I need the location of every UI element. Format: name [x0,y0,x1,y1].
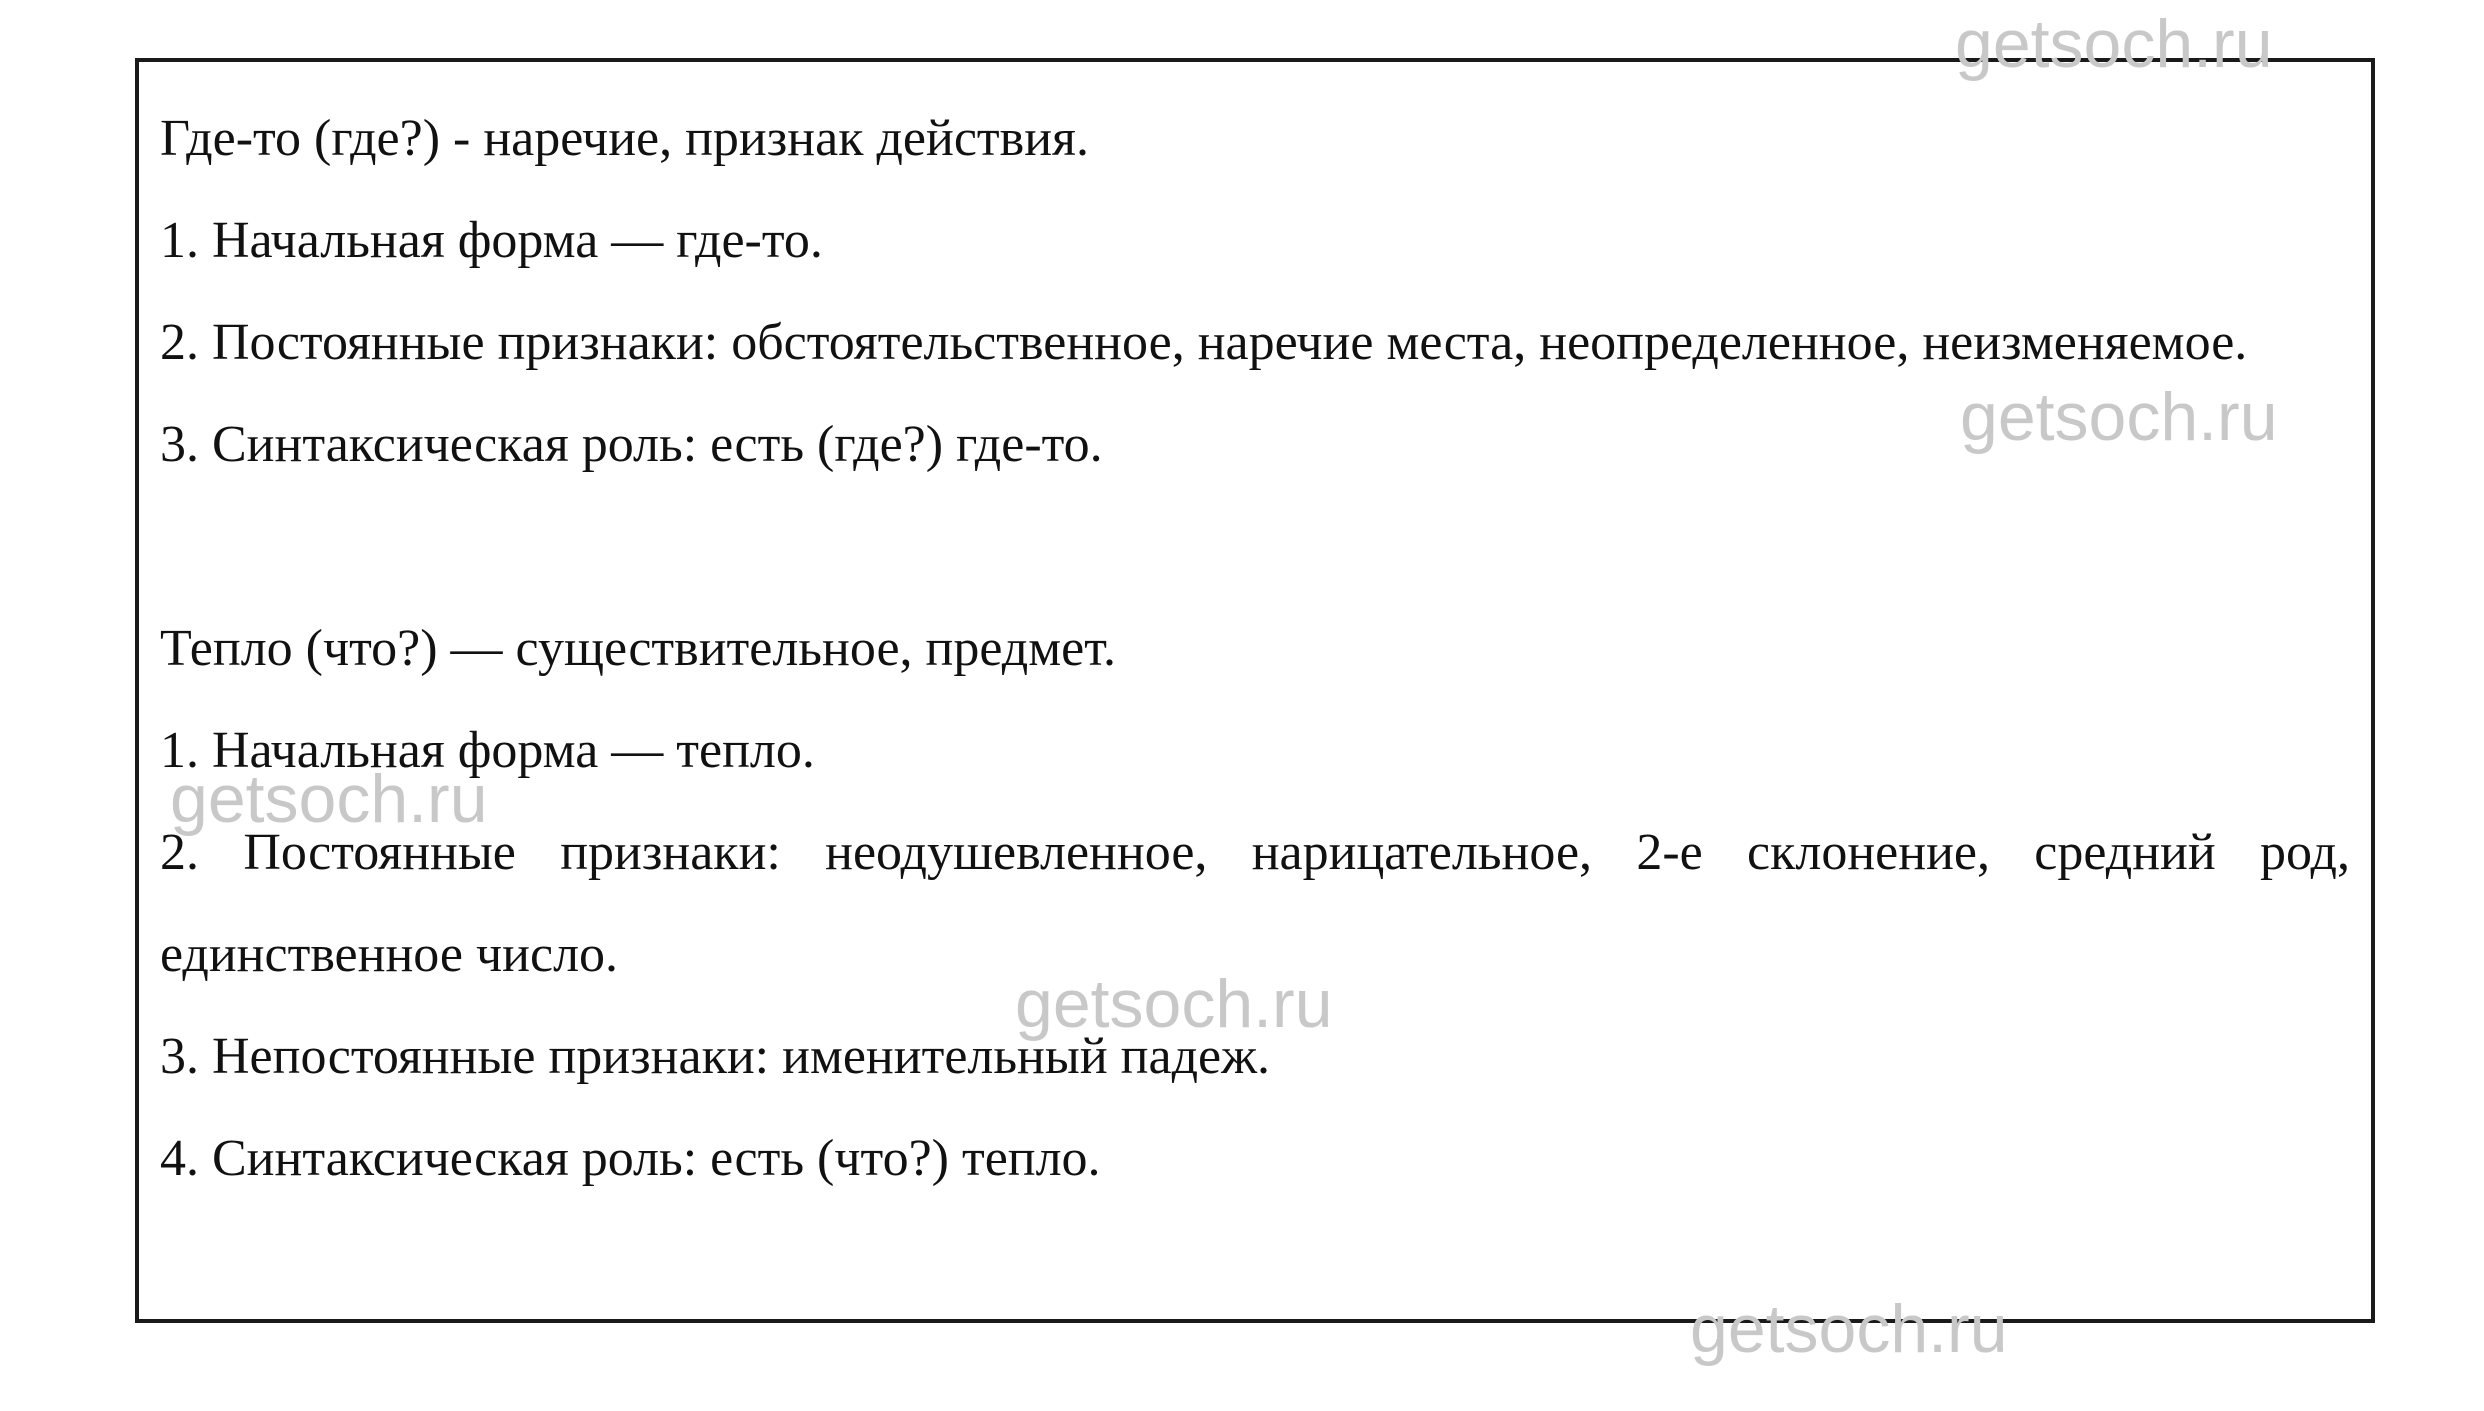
section-spacer [160,496,2350,598]
watermark-right: getsoch.ru [1960,379,2278,455]
section1-item1: 1. Начальная форма — где-то. [160,212,823,269]
answer-content [160,88,2350,1210]
section2-item3: 3. Непостоянные признаки: именительный падеж. [160,1028,1271,1085]
section2-item4: 4. Синтаксическая роль: есть (что?) тепло. [160,1130,1101,1187]
section1-item2: 2. Постоянные признаки: обстоятельственное, наречие места, неопределенное, неизменяемое. [160,314,2248,371]
section2-heading: Тепло (что?) — существительное, предмет. [160,620,1117,677]
section2-item1: 1. Начальная форма — тепло. [160,722,815,779]
watermark-bottom: getsoch.ru [1690,1291,2008,1367]
watermark-top: getsoch.ru [1955,6,2273,82]
watermark-left: getsoch.ru [170,761,488,837]
section2-item2: 2. Постоянные признаки: неодушевленное, нарицательное, 2-е склонение, средний род, единственное число. [160,824,2350,983]
section1-heading: Где-то (где?) - наречие, признак действия. [160,110,1089,167]
watermark-center: getsoch.ru [1015,966,1333,1042]
section1-item3: 3. Синтаксическая роль: есть (где?) где-то. [160,416,1103,473]
